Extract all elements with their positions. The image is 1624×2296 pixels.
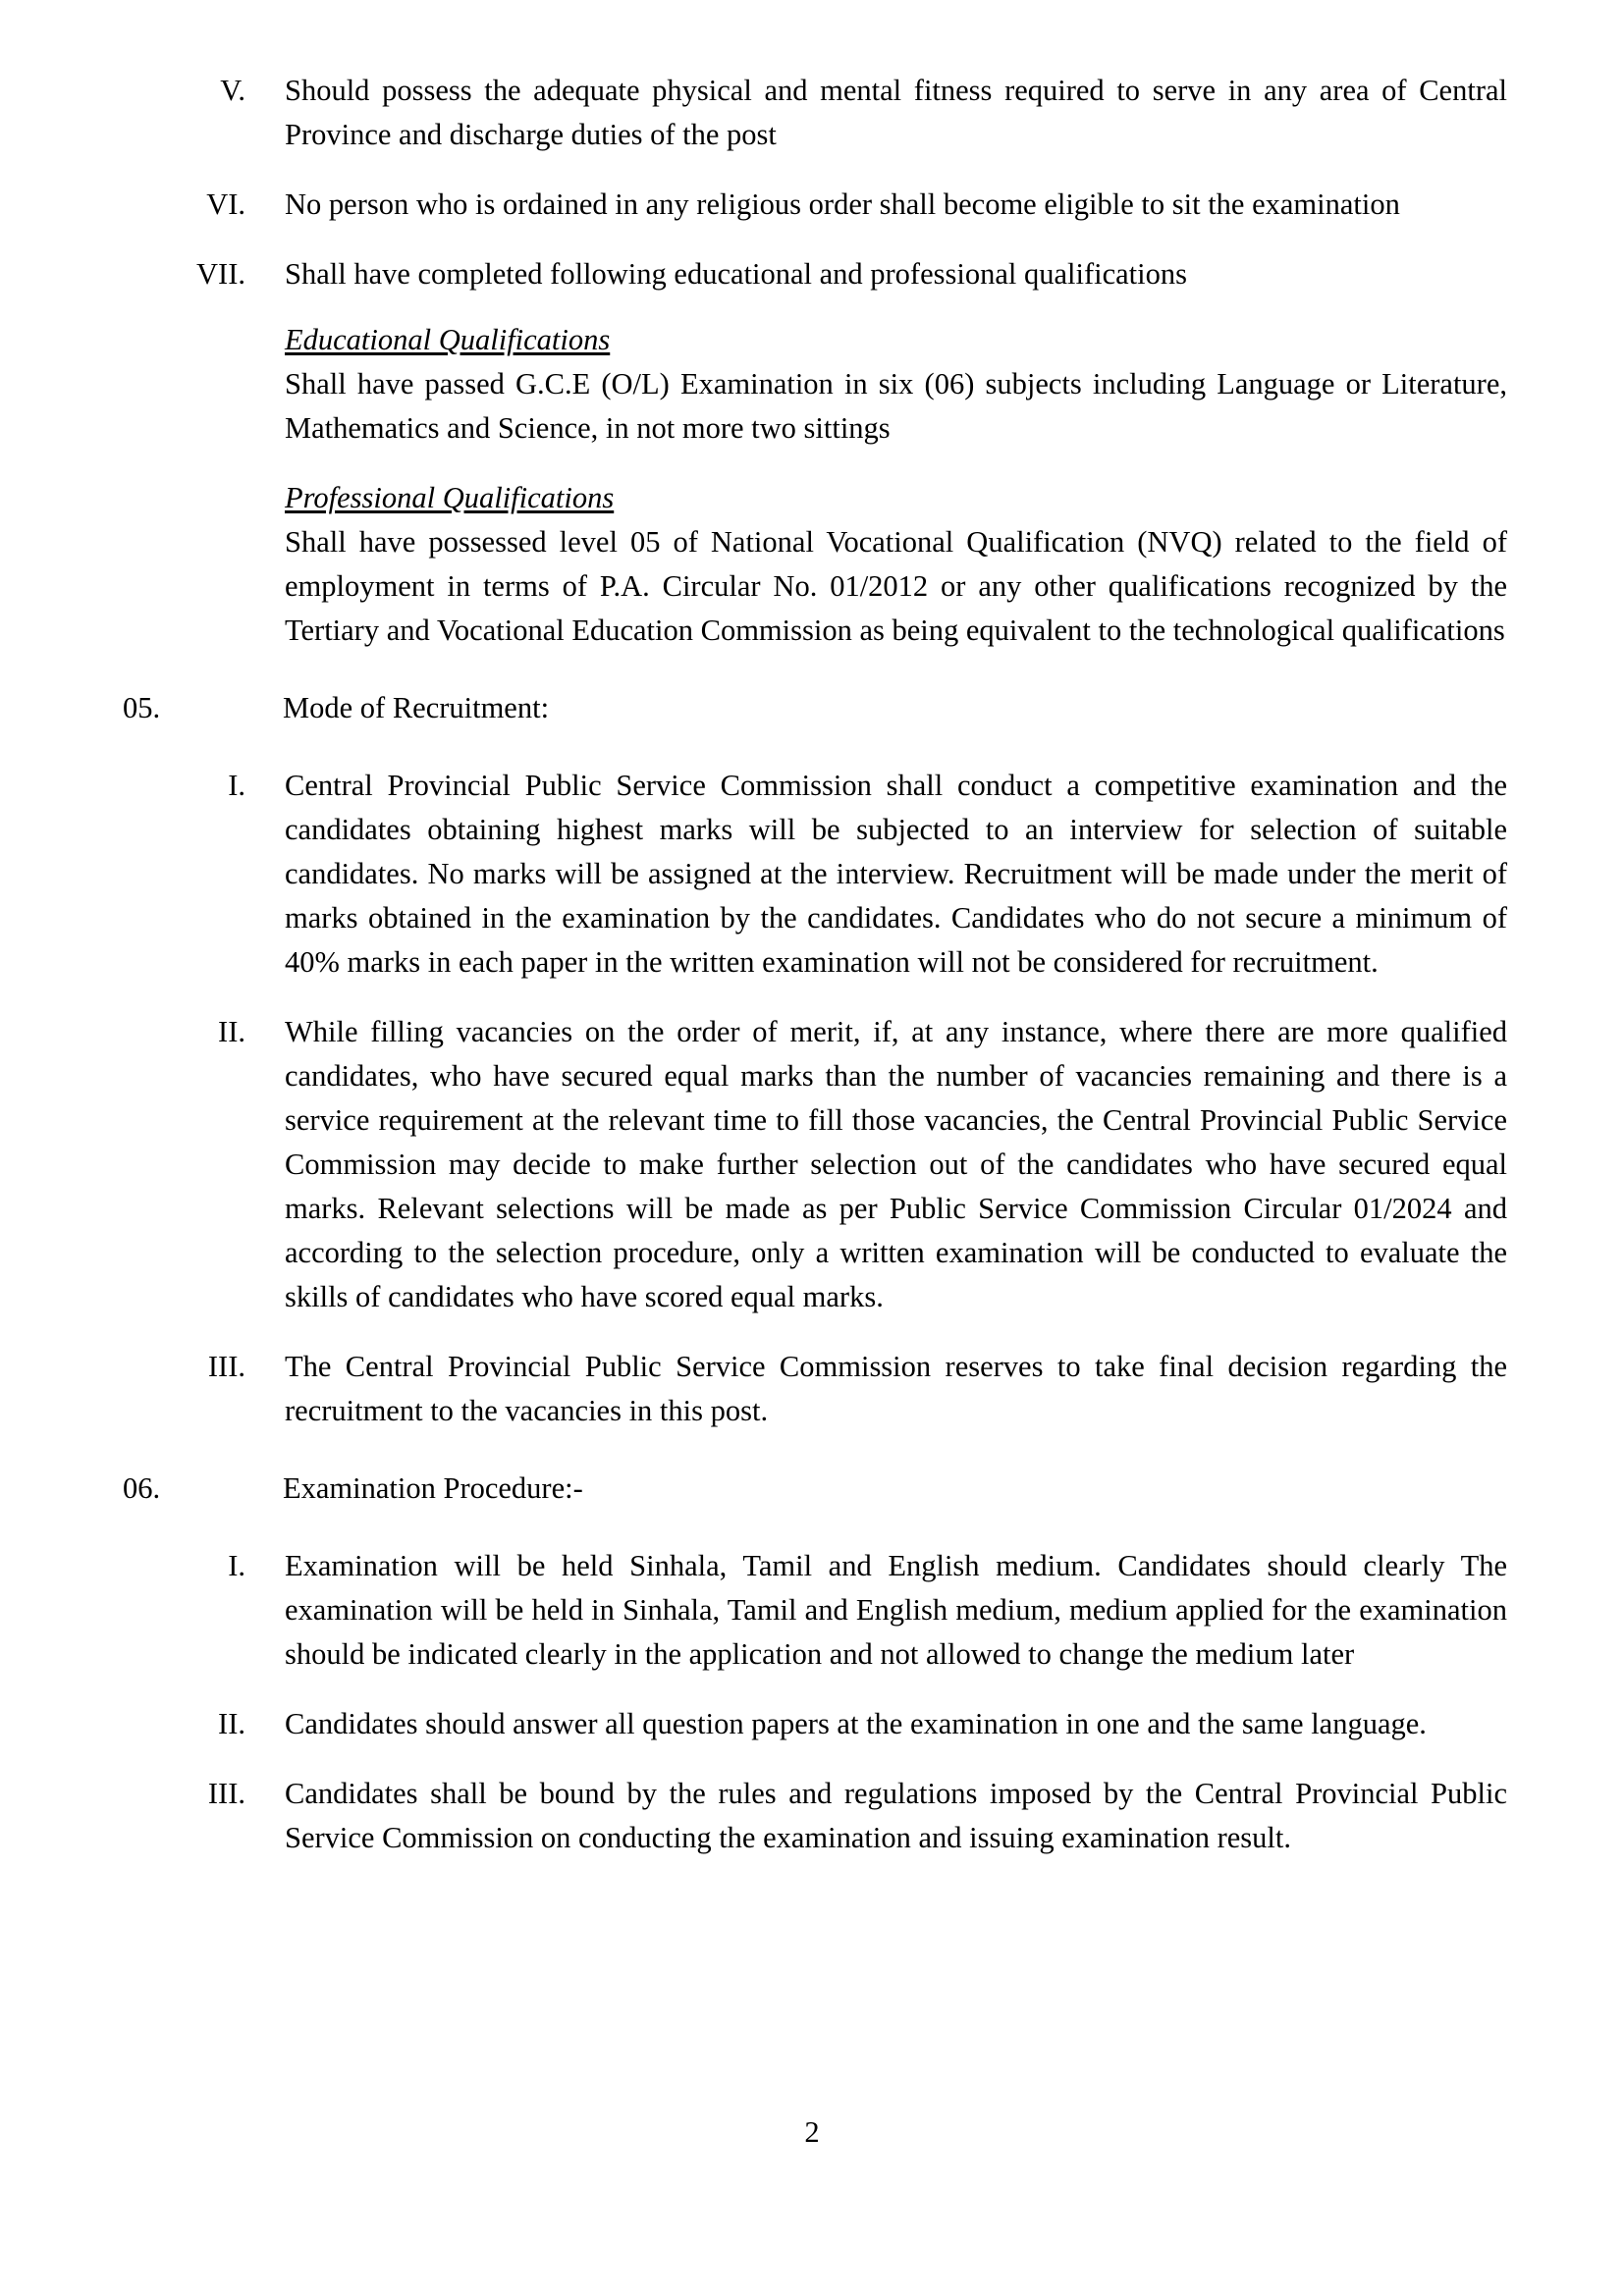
educational-qualifications-heading-line (285, 318, 1507, 362)
mode-item-ii (0, 1010, 1624, 1319)
list-marker: I. (228, 1549, 245, 1582)
mode-item-iii (0, 1345, 1624, 1433)
educational-qualifications-text: Shall have passed G.C.E (O/L) Examination in six (06) subjects including Language or Literature, Mathematics and Science, in not more two sittings (285, 367, 1507, 445)
list-text: Should possess the adequate physical and mental fitness required to serve in any area of Central Province and discharge duties of the post (285, 74, 1507, 151)
list-text: No person who is ordained in any religious order shall become eligible to sit the examination (285, 187, 1400, 221)
exam-item-i (0, 1544, 1624, 1677)
list-marker: V. (220, 74, 245, 107)
professional-qualifications-text: Shall have possessed level 05 of National Vocational Qualification (NVQ) related to the field of employment in terms of P.A. Circular No. 01/2012 or any other qualifications recognized by the Tertiary and Vocational Education Commission as being equivalent to the technological qualifications (285, 525, 1507, 647)
list-item-vii (0, 252, 1624, 296)
list-text: Central Provincial Public Service Commission shall conduct a competitive examination and the candidates obtaining highest marks will be subjected to an interview for selection of suitable candidates. No marks will be assigned at the interview. Recruitment will be made under the merit of marks obtained in the examination by the candidates. Candidates who do not secure a minimum of 40% marks in each paper in the written examination will not be considered for recruitment. (285, 769, 1507, 979)
list-marker: VI. (206, 187, 245, 221)
list-marker: III. (207, 1350, 245, 1383)
educational-qualifications-heading: Educational Qualifications (285, 323, 611, 356)
list-text: Shall have completed following educational and professional qualifications (285, 257, 1187, 291)
professional-qualifications-block (285, 476, 1624, 653)
list-text: Examination will be held Sinhala, Tamil and English medium. Candidates should clearly The examination will be held in Sinhala, Tamil and English medium, medium applied for the examination should be indicated clearly in the application and not allowed to change the medium later (285, 1549, 1507, 1671)
section-title: Examination Procedure:- (283, 1471, 583, 1505)
list-text: The Central Provincial Public Service Commission reserves to take final decision regarding the recruitment to the vacancies in this post. (285, 1350, 1507, 1427)
list-text: Candidates should answer all question papers at the examination in one and the same language. (285, 1707, 1427, 1740)
educational-qualifications-block (285, 318, 1624, 451)
list-marker: VII. (196, 257, 245, 291)
exam-item-iii (0, 1772, 1624, 1860)
page-number: 2 (804, 2115, 820, 2149)
section-marker: 06. (123, 1471, 161, 1505)
document-content (0, 69, 1624, 1886)
section-title: Mode of Recruitment: (283, 691, 550, 724)
list-marker: III. (207, 1777, 245, 1810)
list-item-vi (0, 183, 1624, 227)
list-marker: I. (228, 769, 245, 802)
section-marker: 05. (123, 691, 161, 724)
list-text: Candidates shall be bound by the rules and regulations imposed by the Central Provincial Public Service Commission on conducting the examination and issuing examination result. (285, 1777, 1507, 1854)
list-marker: II. (218, 1707, 245, 1740)
list-item-v (0, 69, 1624, 157)
exam-item-ii (0, 1702, 1624, 1746)
list-marker: II. (218, 1015, 245, 1048)
professional-qualifications-heading: Professional Qualifications (285, 481, 615, 514)
section-06-heading (0, 1467, 1624, 1511)
section-05-heading (0, 686, 1624, 730)
mode-item-i (0, 764, 1624, 985)
list-text: While filling vacancies on the order of merit, if, at any instance, where there are more qualified candidates, who have secured equal marks than the number of vacancies remaining and there is a service requirement at the relevant time to fill those vacancies, the Central Provincial Public Service Commission may decide to make further selection out of the candidates who have secured equal marks. Relevant selections will be made as per Public Service Commission Circular 01/2024 and according to the selection procedure, only a written examination will be conducted to evaluate the skills of candidates who have scored equal marks. (285, 1015, 1507, 1313)
professional-qualifications-heading-line (285, 476, 1507, 520)
